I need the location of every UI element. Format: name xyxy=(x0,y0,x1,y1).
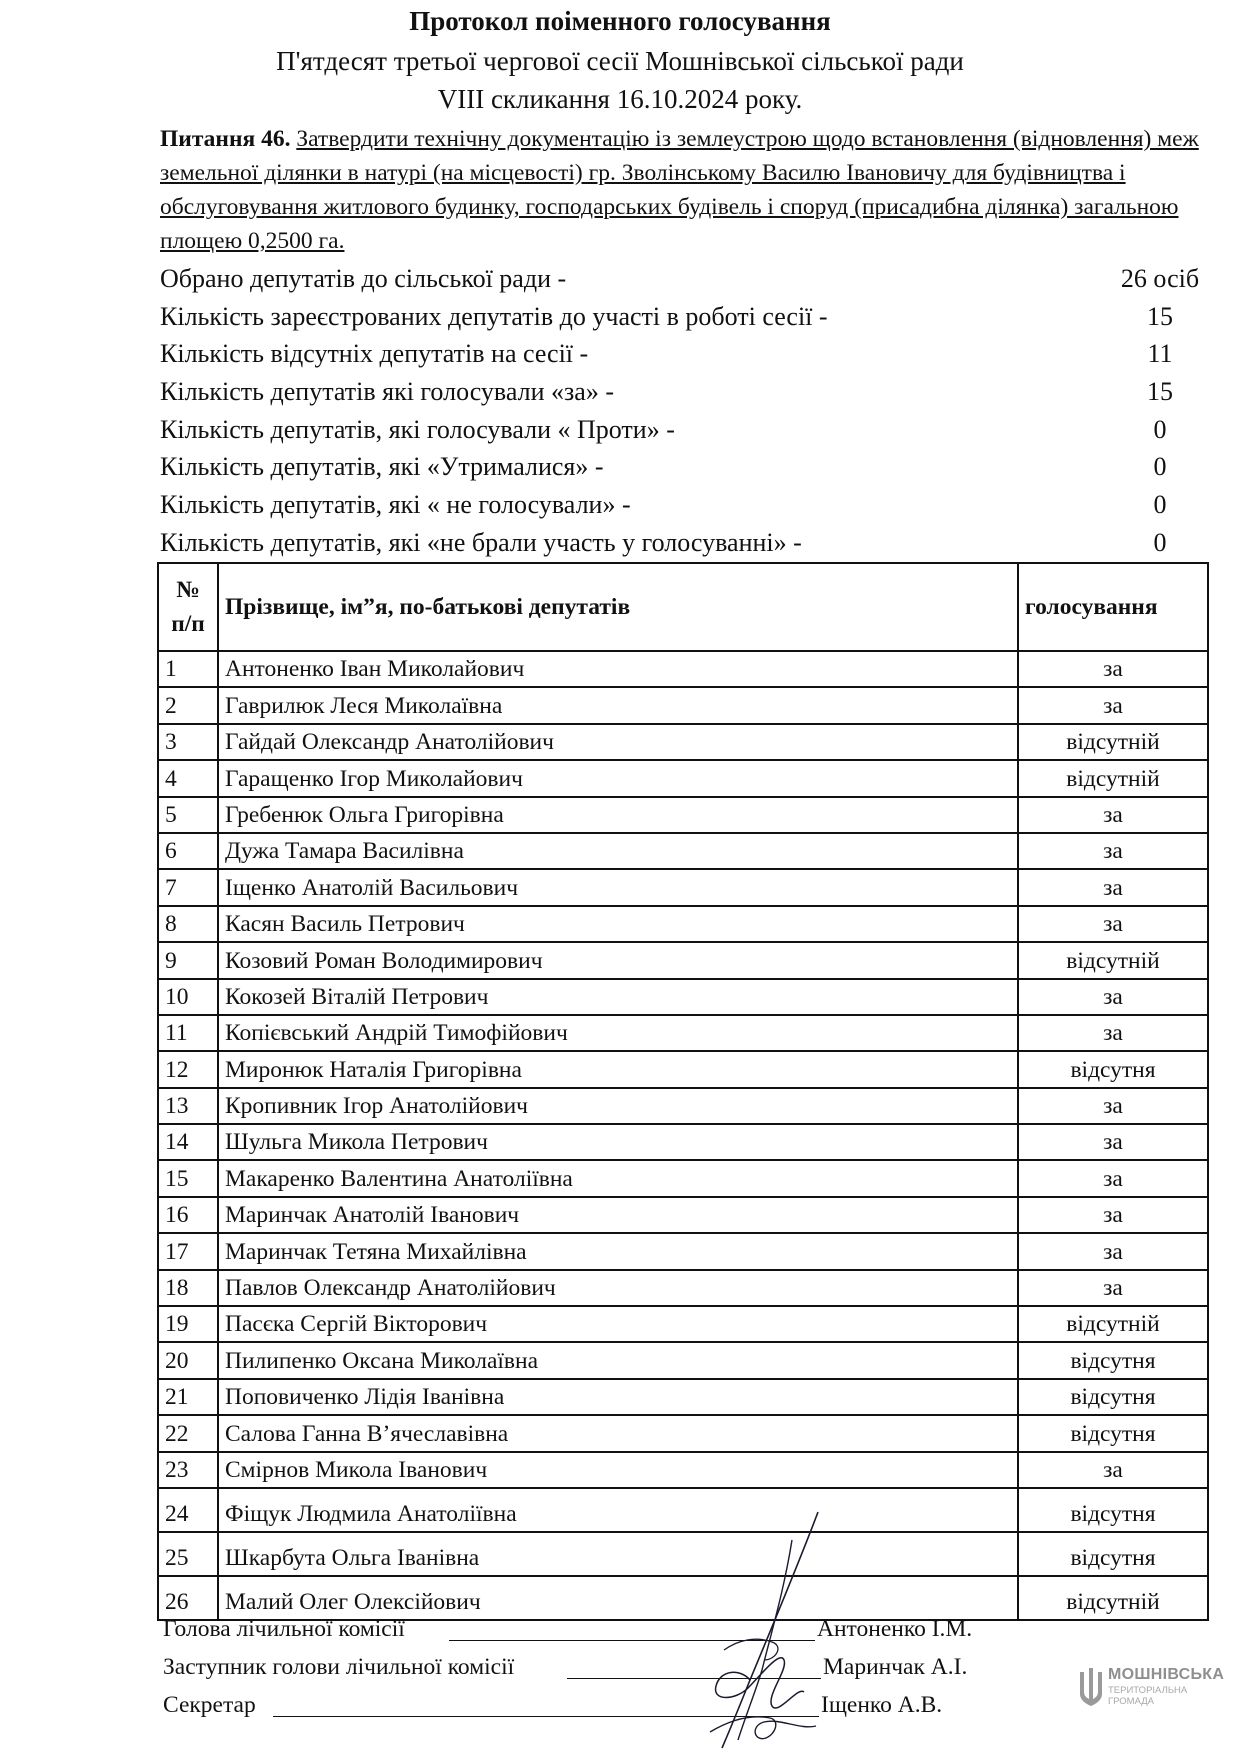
row-number: 24 xyxy=(158,1488,218,1532)
convocation-date-line: VIII скликання 16.10.2024 року. xyxy=(437,84,803,114)
signature-role: Голова лічильної комісії xyxy=(163,1616,405,1642)
vote-result: відсутній xyxy=(1018,1306,1208,1342)
column-header-number-abbr: п/п xyxy=(171,611,205,637)
vote-result: відсутній xyxy=(1018,724,1208,760)
column-header-name: Прізвище, ім”я, по-батькові депутатів xyxy=(218,563,1018,651)
table-row xyxy=(158,1379,1208,1415)
deputy-name: Гайдай Олександр Анатолійович xyxy=(218,724,1018,760)
deputy-name: Касян Василь Петрович xyxy=(218,906,1018,942)
deputy-name: Шкарбута Ольга Іванівна xyxy=(218,1532,1018,1576)
row-number: 10 xyxy=(158,979,218,1015)
signature-name: Маринчак А.І. xyxy=(823,1654,968,1680)
vote-result: за xyxy=(1018,906,1208,942)
session-line: П'ятдесят третьої чергової сесії Мошнівської сільської ради xyxy=(276,46,964,76)
vote-result: за xyxy=(1018,687,1208,723)
logo-title: МОШНІВСЬКА xyxy=(1108,1666,1225,1683)
signature-row-deputy-chair xyxy=(163,1648,1063,1686)
stat-value: 0 xyxy=(1153,527,1167,557)
vote-result: за xyxy=(1018,1197,1208,1233)
stat-label: Кількість депутатів, які « не голосували» - xyxy=(160,490,631,520)
row-number: 3 xyxy=(158,724,218,760)
handwritten-signature xyxy=(680,1500,840,1755)
deputy-name: Кокозей Віталій Петрович xyxy=(218,979,1018,1015)
stat-value: 15 xyxy=(1147,301,1173,331)
stat-row-not-voted xyxy=(160,486,1170,524)
deputy-name: Фіщук Людмила Анатоліївна xyxy=(218,1488,1018,1532)
row-number: 18 xyxy=(158,1270,218,1306)
signature-role: Секретар xyxy=(163,1692,256,1718)
signature-name: Іщенко А.В. xyxy=(821,1692,943,1718)
table-row xyxy=(158,1342,1208,1378)
stat-label: Кількість депутатів які голосували «за» - xyxy=(160,377,614,407)
logo-subtitle: ТЕРИТОРІАЛЬНА ГРОМАДА xyxy=(1108,1685,1188,1707)
column-header-vote: голосування xyxy=(1018,563,1208,651)
deputy-name: Павлов Олександр Анатолійович xyxy=(218,1270,1018,1306)
stat-label: Кількість депутатів, які голосували « Проти» - xyxy=(160,414,675,444)
table-row xyxy=(158,869,1208,905)
table-row xyxy=(158,724,1208,760)
table-row xyxy=(158,1051,1208,1087)
row-number: 16 xyxy=(158,1197,218,1233)
row-number: 20 xyxy=(158,1342,218,1378)
document-title: Протокол поіменного голосування xyxy=(409,6,831,36)
signature-role: Заступник голови лічильної комісії xyxy=(163,1654,515,1680)
stat-row-absent xyxy=(160,335,1173,373)
signature-row-secretary xyxy=(163,1686,1063,1724)
deputy-name: Копієвський Андрій Тимофійович xyxy=(218,1015,1018,1051)
deputy-name: Дужа Тамара Василівна xyxy=(218,833,1018,869)
row-number: 1 xyxy=(158,651,218,687)
table-row xyxy=(158,797,1208,833)
stat-row-registered xyxy=(160,298,1173,336)
column-header-number xyxy=(158,563,218,651)
vote-result: відсутній xyxy=(1018,1576,1208,1620)
vote-result: відсутня xyxy=(1018,1379,1208,1415)
deputy-name: Іщенко Анатолій Васильович xyxy=(218,869,1018,905)
table-row xyxy=(158,833,1208,869)
table-row xyxy=(158,979,1208,1015)
row-number: 5 xyxy=(158,797,218,833)
table-row xyxy=(158,906,1208,942)
stat-value: 0 xyxy=(1153,414,1167,444)
stat-row-elected xyxy=(160,260,1200,298)
table-row xyxy=(158,942,1208,978)
stat-label: Кількість відсутніх депутатів на сесії - xyxy=(160,339,589,369)
row-number: 21 xyxy=(158,1379,218,1415)
stat-row-against xyxy=(160,411,1170,449)
deputy-name: Антоненко Іван Миколайович xyxy=(218,651,1018,687)
signature-block xyxy=(163,1610,1063,1724)
row-number: 19 xyxy=(158,1306,218,1342)
table-row xyxy=(158,760,1208,796)
row-number: 6 xyxy=(158,833,218,869)
vote-result: відсутня xyxy=(1018,1415,1208,1451)
vote-result: за xyxy=(1018,1124,1208,1160)
deputy-name: Поповиченко Лідія Іванівна xyxy=(218,1379,1018,1415)
row-number: 17 xyxy=(158,1233,218,1269)
vote-result: відсутній xyxy=(1018,942,1208,978)
trident-icon xyxy=(1078,1668,1104,1708)
vote-result: відсутня xyxy=(1018,1342,1208,1378)
table-row xyxy=(158,1160,1208,1196)
deputy-name: Кропивник Ігор Анатолійович xyxy=(218,1088,1018,1124)
table-row xyxy=(158,1233,1208,1269)
table-row xyxy=(158,651,1208,687)
question-block xyxy=(160,122,1222,258)
deputy-name: Шульга Микола Петрович xyxy=(218,1124,1018,1160)
vote-result: за xyxy=(1018,651,1208,687)
row-number: 12 xyxy=(158,1051,218,1087)
deputy-name: Смірнов Микола Іванович xyxy=(218,1452,1018,1488)
vote-statistics xyxy=(160,260,1200,562)
stat-value: 15 xyxy=(1147,377,1173,407)
table-row xyxy=(158,1197,1208,1233)
deputy-name: Маринчак Тетяна Михайлівна xyxy=(218,1233,1018,1269)
question-text: Затвердити технічну документацію із землеустрою щодо встановлення (відновлення) меж земельної ділянки в натурі (на місцевості) гр. Зволінському Василю Івановичу для будівництва і обслуговування житлового будинку, господарських будівель і споруд (присадибна ділянка) загальною площею 0,2500 га. xyxy=(160,126,1199,254)
deputy-name: Миронюк Наталія Григорівна xyxy=(218,1051,1018,1087)
vote-result: відсутня xyxy=(1018,1488,1208,1532)
stat-label: Обрано депутатів до сільської ради - xyxy=(160,264,567,293)
community-logo xyxy=(1072,1660,1240,1750)
row-number: 4 xyxy=(158,760,218,796)
row-number: 23 xyxy=(158,1452,218,1488)
row-number: 9 xyxy=(158,942,218,978)
vote-result: за xyxy=(1018,1270,1208,1306)
row-number: 25 xyxy=(158,1532,218,1576)
vote-result: за xyxy=(1018,797,1208,833)
table-row xyxy=(158,1452,1208,1488)
deputy-name: Маринчак Анатолій Іванович xyxy=(218,1197,1018,1233)
vote-result: за xyxy=(1018,833,1208,869)
table-row xyxy=(158,1015,1208,1051)
column-header-number-symbol: № xyxy=(176,577,200,603)
stat-label: Кількість депутатів, які «Утрималися» - xyxy=(160,452,604,482)
stat-row-not-participated xyxy=(160,524,1170,562)
vote-result: відсутній xyxy=(1018,760,1208,796)
signature-row-chair xyxy=(163,1610,1063,1648)
vote-result: за xyxy=(1018,979,1208,1015)
row-number: 22 xyxy=(158,1415,218,1451)
vote-result: відсутня xyxy=(1018,1532,1208,1576)
row-number: 13 xyxy=(158,1088,218,1124)
stat-value: 26 осіб xyxy=(1120,264,1200,293)
row-number: 11 xyxy=(158,1015,218,1051)
question-label: Питання 46. xyxy=(160,126,291,152)
row-number: 26 xyxy=(158,1576,218,1620)
deputy-name: Козовий Роман Володимирович xyxy=(218,942,1018,978)
deputy-name: Пасєка Сергій Вікторович xyxy=(218,1306,1018,1342)
table-row xyxy=(158,687,1208,723)
row-number: 8 xyxy=(158,906,218,942)
stat-value: 0 xyxy=(1153,452,1167,482)
table-row xyxy=(158,1415,1208,1451)
deputy-name: Макаренко Валентина Анатоліївна xyxy=(218,1160,1018,1196)
stat-label: Кількість зареєстрованих депутатів до участі в роботі сесії - xyxy=(160,301,828,331)
table-row xyxy=(158,1124,1208,1160)
deputy-name: Гаврилюк Леся Миколаївна xyxy=(218,687,1018,723)
deputy-name: Салова Ганна В’ячеславівна xyxy=(218,1415,1018,1451)
stat-value: 0 xyxy=(1153,490,1167,520)
row-number: 7 xyxy=(158,869,218,905)
roll-call-table xyxy=(157,562,1209,1621)
deputy-name: Малий Олег Олексійович xyxy=(218,1576,1018,1620)
stat-label: Кількість депутатів, які «не брали участь у голосуванні» - xyxy=(160,527,802,557)
stat-row-for xyxy=(160,373,1173,411)
vote-result: за xyxy=(1018,1452,1208,1488)
vote-result: за xyxy=(1018,869,1208,905)
stat-row-abstained xyxy=(160,448,1170,486)
signature-name: Антоненко І.М. xyxy=(817,1616,973,1642)
vote-result: за xyxy=(1018,1160,1208,1196)
vote-result: за xyxy=(1018,1015,1208,1051)
deputy-name: Гаращенко Ігор Миколайович xyxy=(218,760,1018,796)
table-row xyxy=(158,1306,1208,1342)
table-row xyxy=(158,1270,1208,1306)
row-number: 2 xyxy=(158,687,218,723)
deputy-name: Пилипенко Оксана Миколаївна xyxy=(218,1342,1018,1378)
table-header-row xyxy=(158,563,1208,651)
vote-result: за xyxy=(1018,1233,1208,1269)
table-row xyxy=(158,1088,1208,1124)
vote-result: відсутня xyxy=(1018,1051,1208,1087)
stat-value: 11 xyxy=(1147,339,1173,369)
vote-result: за xyxy=(1018,1088,1208,1124)
row-number: 15 xyxy=(158,1160,218,1196)
deputy-name: Гребенюк Ольга Григорівна xyxy=(218,797,1018,833)
row-number: 14 xyxy=(158,1124,218,1160)
